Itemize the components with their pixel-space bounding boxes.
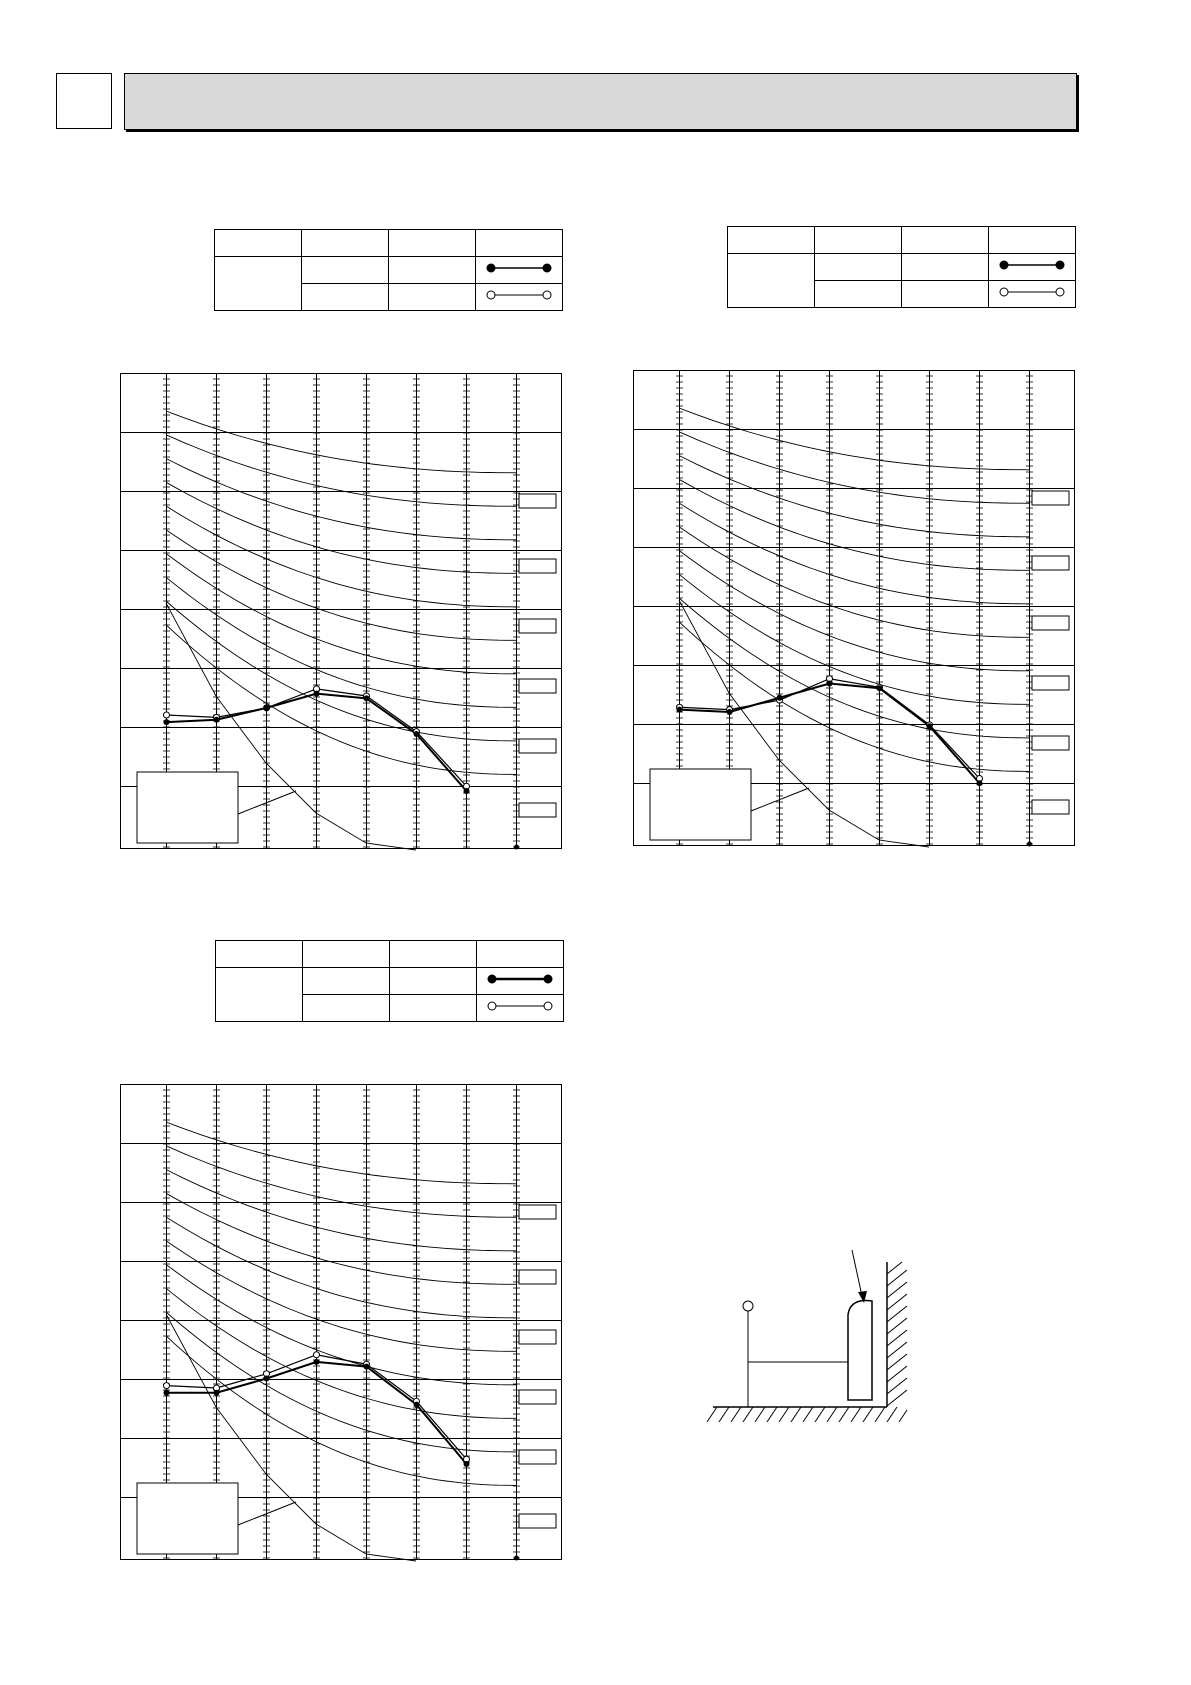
nc-label-box [519,1450,556,1464]
legend-marker-filled [989,254,1076,281]
legend-header-cell [215,230,302,257]
annotation-box [650,769,751,840]
legend-header-cell [989,227,1076,254]
legend-cell [902,254,989,281]
legend-cell [303,995,390,1022]
series-filled-point [877,685,883,691]
series-filled-point [414,1402,420,1408]
series-filled-point [164,719,170,725]
legend-marker-open [989,281,1076,308]
series-filled-point [464,1461,470,1467]
nc-label-box [1032,556,1069,570]
section-number-box [56,73,112,129]
microphone-icon [743,1301,753,1311]
unit-pointer-line [852,1250,862,1296]
noise-criteria-graph-1 [120,373,562,849]
noise-criteria-graph-3 [120,1084,562,1560]
series-filled-point [727,709,733,715]
legend-cell [303,968,390,995]
series-filled-point [777,695,783,701]
indoor-unit-shape [848,1301,872,1400]
series-filled-point [314,1359,320,1365]
series-open-point [314,1352,320,1358]
legend-marker-open [477,995,564,1022]
legend-cell [302,284,389,311]
axis-end-marker [1027,842,1032,847]
noise-criteria-graph-2 [633,370,1075,846]
nc-label-box [519,739,556,753]
legend-cell [390,995,477,1022]
nc-label-box [519,679,556,693]
legend-marker-filled [476,257,563,284]
series-filled-point [364,695,370,701]
axis-end-marker [514,845,519,850]
legend-cell [902,281,989,308]
legend-header-cell [302,230,389,257]
legend-header-cell [476,230,563,257]
legend-table-1 [214,229,563,311]
nc-label-box [1032,676,1069,690]
nc-label-box [1032,491,1069,505]
nc-label-box [1032,800,1069,814]
series-filled-point [214,717,220,723]
legend-cell [302,257,389,284]
legend-header-cell [902,227,989,254]
series-filled-point [264,705,270,711]
axis-end-marker [514,1556,519,1561]
legend-row-label [215,257,302,311]
legend-header-cell [303,941,390,968]
legend-header-cell [390,941,477,968]
nc-label-box [519,619,556,633]
legend-marker-filled [477,968,564,995]
measurement-setup-diagram [705,1240,925,1435]
series-filled-point [977,780,983,786]
nc-label-box [1032,736,1069,750]
nc-label-box [519,803,556,817]
legend-header-cell [815,227,902,254]
legend-header-cell [389,230,476,257]
legend-cell [389,284,476,311]
floor-hatching [707,1407,907,1422]
series-filled-point [827,681,833,687]
legend-header-cell [728,227,815,254]
legend-cell [815,281,902,308]
nc-label-box [519,1390,556,1404]
legend-table-2 [727,226,1076,308]
legend-cell [390,968,477,995]
legend-cell [389,257,476,284]
nc-label-box [519,1270,556,1284]
wall-hatching [887,1262,907,1406]
nc-label-box [519,494,556,508]
series-open-point [164,712,170,718]
annotation-box [137,1483,238,1554]
legend-header-cell [216,941,303,968]
nc-label-box [519,1514,556,1528]
series-filled-point [314,691,320,697]
nc-label-box [1032,616,1069,630]
legend-row-label [728,254,815,308]
series-filled-point [414,731,420,737]
section-title-bar [124,73,1077,130]
series-filled-point [214,1390,220,1396]
annotation-box [137,772,238,843]
legend-row-label [216,968,303,1022]
series-filled-point [264,1376,270,1382]
series-open-point [164,1383,170,1389]
series-filled-point [464,788,470,794]
nc-label-box [519,1330,556,1344]
series-filled-point [927,723,933,729]
series-filled-point [164,1390,170,1396]
legend-header-cell [477,941,564,968]
series-filled-point [364,1364,370,1370]
nc-label-box [519,1205,556,1219]
legend-table-3 [215,940,564,1022]
legend-marker-open [476,284,563,311]
legend-cell [815,254,902,281]
series-filled-point [677,707,683,713]
nc-label-box [519,559,556,573]
